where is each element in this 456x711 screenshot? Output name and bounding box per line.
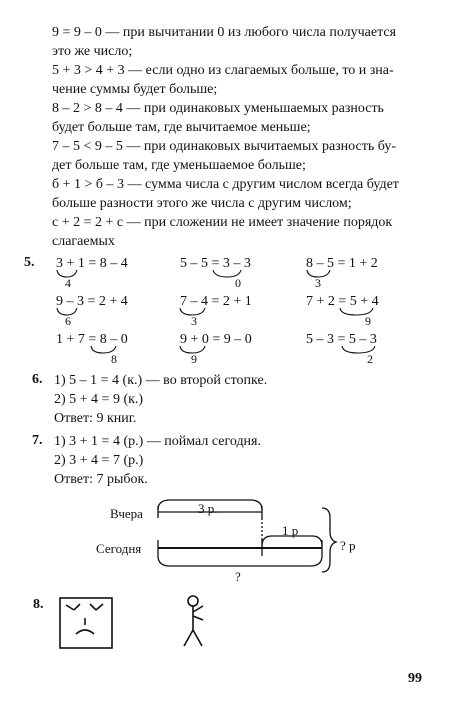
task5-expr-7: 1 + 7 = 8 – 0: [56, 332, 128, 347]
task5-expr-1: 3 + 1 = 8 – 4: [56, 256, 128, 271]
diagram-bottom: ?: [235, 569, 241, 584]
intro-line-3: 5 + 3 > 4 + 3 — если одно из слагаемых больше, то и зна-: [52, 63, 394, 78]
task6-line-2: 2) 5 + 4 = 9 (к.): [54, 392, 144, 407]
task5-sub-3: 3: [315, 276, 321, 290]
task5-sub-6: 9: [365, 314, 371, 328]
intro-line-1: 9 = 9 – 0 — при вычитании 0 из любого числа получается: [52, 25, 397, 40]
task5-expr-8: 9 + 0 = 9 – 0: [180, 332, 252, 347]
task5-expr-2: 5 – 5 = 3 – 3: [180, 256, 251, 271]
intro-line-2: это же число;: [52, 44, 133, 59]
segment-diagram: [158, 500, 336, 572]
intro-line-5: 8 – 2 > 8 – 4 — при одинаковых уменьшаемых разность: [52, 101, 384, 116]
task7-line-1: 1) 3 + 1 = 4 (р.) — поймал сегодня.: [54, 434, 261, 449]
page-number: 99: [408, 671, 422, 686]
task7-line-2: 2) 3 + 4 = 7 (р.): [54, 453, 144, 468]
diagram-label-today: Сегодня: [96, 541, 142, 556]
diagram-total: ? р: [340, 538, 356, 553]
task5-expr-6: 7 + 2 = 5 + 4: [306, 294, 379, 309]
intro-line-12: слагаемых: [52, 234, 115, 249]
stick-figure: [184, 596, 203, 646]
task5-brackets: [57, 270, 375, 353]
intro-line-7: 7 – 5 < 9 – 5 — при одинаковых вычитаемых разность бу-: [52, 139, 396, 154]
task5-expr-5: 7 – 4 = 2 + 1: [180, 294, 252, 309]
diagram-label-yesterday: Вчера: [110, 506, 143, 521]
task5-expr-4: 9 – 3 = 2 + 4: [56, 294, 128, 309]
intro-line-8: дет больше там, где уменьшаемое больше;: [52, 158, 306, 173]
task5-expr-9: 5 – 3 = 5 – 3: [306, 332, 377, 347]
intro-line-11: с + 2 = 2 + с — при сложении не имеет значение порядок: [52, 215, 393, 230]
task5-sub-1: 4: [65, 276, 71, 290]
intro-line-6: будет больше там, где вычитаемое меньше;: [52, 120, 311, 135]
intro-line-4: чение суммы будет больше;: [52, 82, 218, 97]
task5-sub-7: 8: [111, 352, 117, 366]
task-7-number: 7.: [32, 433, 43, 448]
task5-sub-8: 9: [191, 352, 197, 366]
task5-sub-4: 6: [65, 314, 71, 328]
intro-line-10: больше разности этого же числа с другим числом;: [52, 196, 352, 211]
task-6-number: 6.: [32, 372, 43, 387]
task5-expr-3: 8 – 5 = 1 + 2: [306, 256, 378, 271]
task7-line-3: Ответ: 7 рыбок.: [54, 472, 148, 487]
diagram-segment-1: 1 р: [282, 523, 299, 538]
task5-sub-5: 3: [191, 314, 197, 328]
task5-sub-9: 2: [367, 352, 373, 366]
diagram-segment-3: 3 р.: [198, 501, 218, 516]
task-8-number: 8.: [33, 597, 44, 612]
task6-line-3: Ответ: 9 книг.: [54, 411, 137, 426]
task6-line-1: 1) 5 – 1 = 4 (к.) — во второй стопке.: [54, 373, 268, 388]
intro-line-9: б + 1 > б – 3 — сумма числа с другим числом всегда будет: [52, 177, 399, 192]
task5-sub-2: 0: [235, 276, 241, 290]
task-5-number: 5.: [24, 255, 35, 270]
sad-face-square: [60, 598, 112, 648]
